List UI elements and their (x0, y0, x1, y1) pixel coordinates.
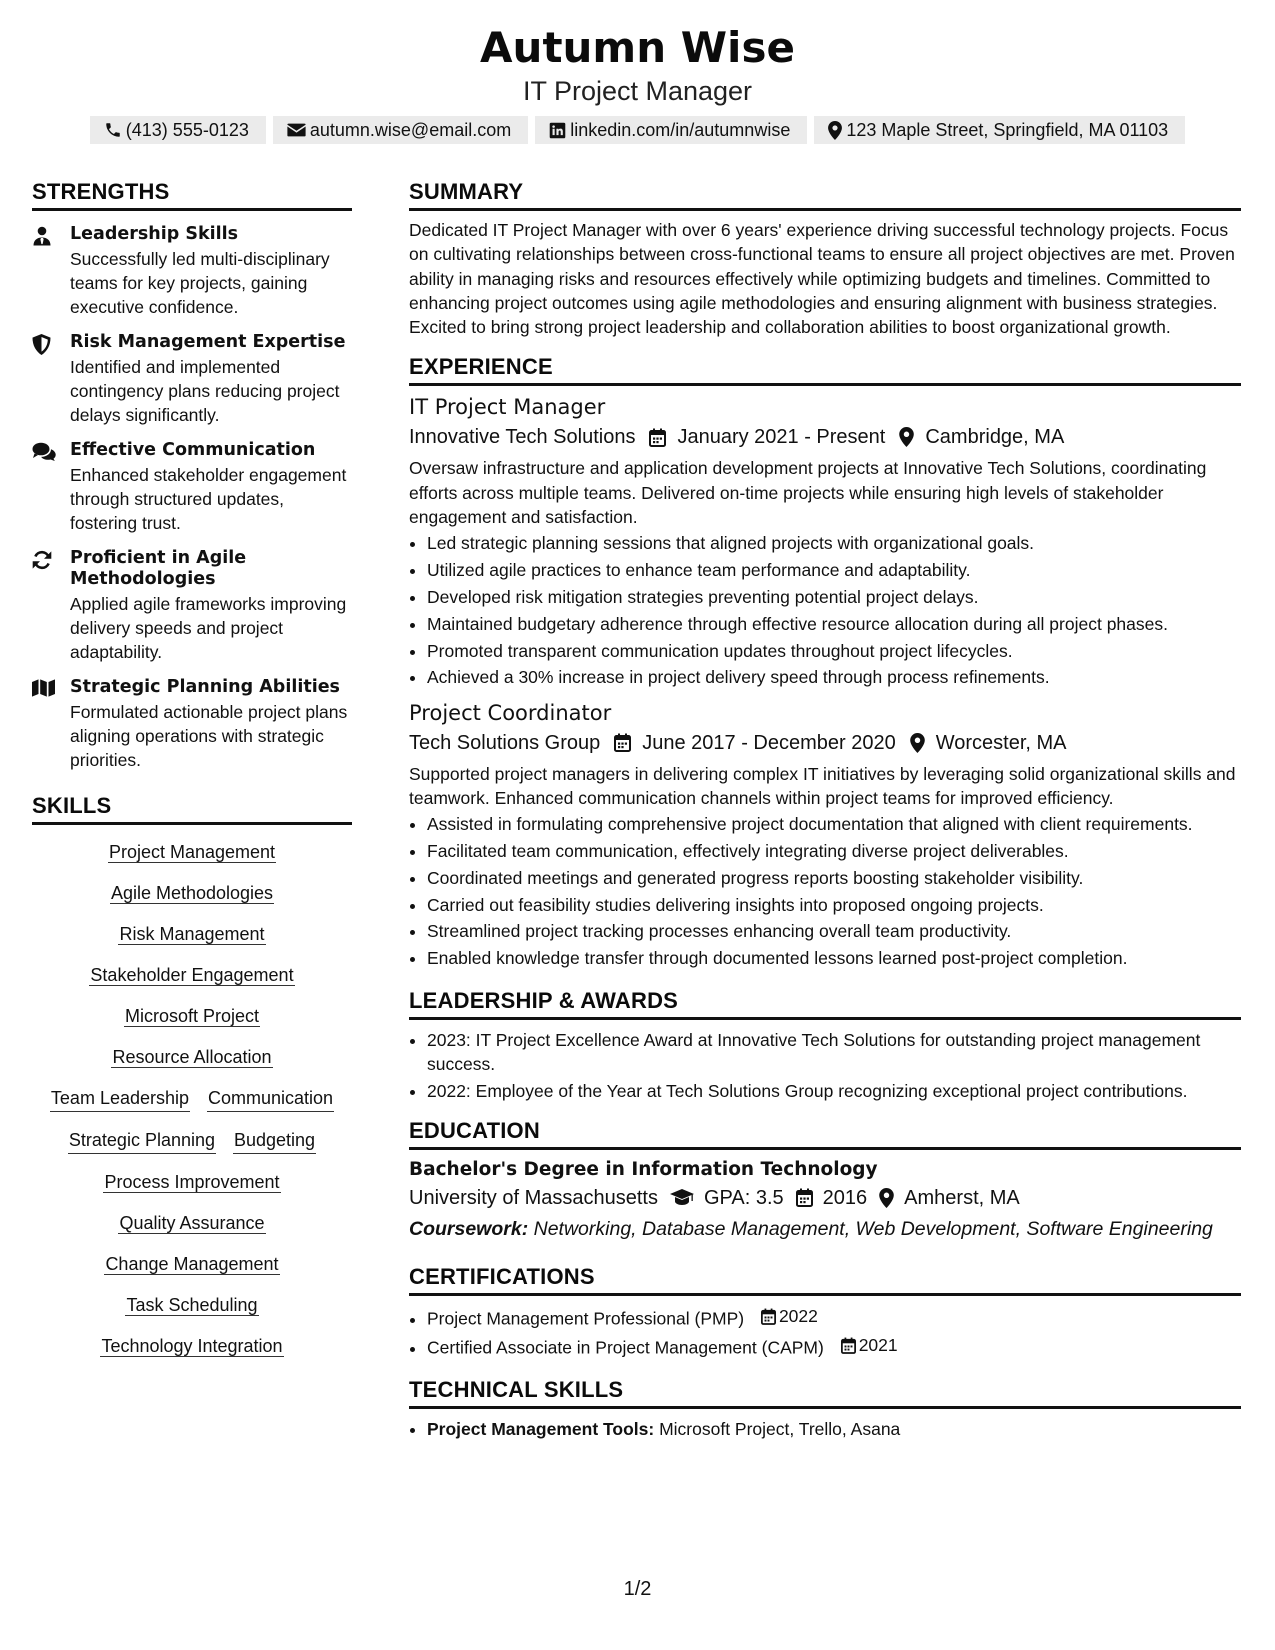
map-marker-icon (828, 121, 842, 140)
strengths-list (32, 224, 352, 772)
skill-tag: Technology Integration (101, 1336, 283, 1356)
job-company: Tech Solutions Group (409, 731, 601, 754)
map-marker-icon (899, 427, 914, 447)
skill-tag: Change Management (105, 1254, 279, 1274)
cert-name: Project Management Professional (PMP) (427, 1308, 745, 1329)
job-entry (409, 394, 1241, 689)
job-entry (409, 700, 1241, 971)
education-degree: Bachelor's Degree in Information Technology (409, 1158, 878, 1180)
skill-tag: Quality Assurance (119, 1213, 265, 1233)
awards-heading: LEADERSHIP & AWARDS (409, 987, 1241, 1020)
education-meta (409, 1184, 1241, 1212)
strength-title: Proficient in Agile Methodologies (70, 548, 247, 589)
calendar-icon (841, 1337, 856, 1354)
job-bullets (409, 812, 1241, 970)
coursework-text: Networking, Database Management, Web Development, Software Engineering (528, 1217, 1213, 1240)
calendar-icon (614, 733, 631, 752)
job-dates: June 2017 - December 2020 (642, 731, 896, 754)
skill-row (32, 1169, 352, 1195)
calendar-icon (761, 1308, 776, 1325)
email-text: autumn.wise@email.com (309, 119, 512, 140)
job-bullets (409, 531, 1241, 689)
education-coursework (409, 1215, 1241, 1243)
list-item: • 2023: IT Project Excellence Award at Innovative Tech Solutions for outstanding project management success. (427, 1028, 1241, 1077)
skill-tag: Communication (207, 1085, 334, 1112)
strength-title: Effective Communication (70, 440, 316, 460)
summary-text: Dedicated IT Project Manager with over 6 years' experience driving successful technology projects. Focus on cultivating relationships between cross-functional teams to ensure all project objectives are met. Proven ability in managing risks and resources effectively while optimizing budgets and timelines. Committed to enhancing project outcomes using agile methodologies and ensuring alignment with business strategies. Excited to bring strong project leadership and collaboration abilities to boost organizational growth. (409, 220, 1235, 338)
list-item: • Maintained budgetary adherence through effective resource allocation during all project phases. (427, 612, 1241, 636)
skills-list (32, 839, 352, 1359)
list-item (427, 1417, 1241, 1441)
list-item: • Assisted in formulating comprehensive project documentation that aligned with client requirements. (427, 812, 1241, 836)
education-school: University of Massachusetts (409, 1186, 658, 1209)
skill-row (32, 921, 352, 947)
address-text: 123 Maple Street, Springfield, MA 01103 (846, 119, 1169, 140)
tech-skill-label: Project Management Tools: (427, 1419, 655, 1440)
education-location: Amherst, MA (904, 1186, 1020, 1209)
strength-title: Risk Management Expertise (70, 332, 346, 352)
job-description: Oversaw infrastructure and application development projects at Innovative Tech Solutions, coordinating efforts across multiple teams. Delivered on-time projects while ensuring high levels of stakeholder engagement and satisfaction. (409, 458, 1207, 528)
list-item (427, 1304, 1241, 1331)
skill-tag: Resource Allocation (112, 1047, 272, 1067)
list-item: • Enabled knowledge transfer through documented lessons learned post-project completion. (427, 946, 1241, 970)
tech-skill-value: Microsoft Project, Trello, Asana (654, 1419, 901, 1440)
list-item (427, 1333, 1241, 1360)
graduation-cap-icon (670, 1189, 694, 1206)
strength-desc: Formulated actionable project plans aligning operations with strategic priorities. (70, 702, 348, 770)
list-item: • Facilitated team communication, effectively integrating diverse project deliverables. (427, 839, 1241, 863)
right-column (409, 178, 1241, 1444)
skill-row (32, 839, 352, 865)
job-title: IT Project Manager (409, 395, 606, 420)
skill-tag: Team Leadership (50, 1085, 190, 1112)
strength-desc: Applied agile frameworks improving delivery speeds and project adaptability. (70, 594, 347, 662)
shield-icon (32, 334, 51, 355)
list-item: • Promoted transparent communication updates throughout project lifecycles. (427, 639, 1241, 663)
contact-address (814, 116, 1185, 144)
experience-heading: EXPERIENCE (409, 353, 1241, 386)
list-item: • Achieved a 30% increase in project delivery speed through process refinements. (427, 665, 1241, 689)
skills-heading: SKILLS (32, 792, 352, 825)
skill-row (32, 962, 352, 988)
cert-year: 2021 (858, 1335, 898, 1356)
education-year: 2016 (822, 1186, 868, 1209)
strength-item (32, 440, 352, 535)
envelope-icon (287, 122, 306, 138)
list-item: • Utilized agile practices to enhance team performance and adaptability. (427, 558, 1241, 582)
strength-item (32, 548, 352, 664)
skill-row (32, 1044, 352, 1070)
list-item: • Led strategic planning sessions that aligned projects with organizational goals. (427, 531, 1241, 555)
candidate-name: Autumn Wise (480, 23, 795, 72)
skill-row (32, 1251, 352, 1277)
contact-linkedin[interactable] (535, 116, 807, 144)
certifications-list (409, 1304, 1241, 1360)
list-item: • 2022: Employee of the Year at Tech Solutions Group recognizing exceptional project contributions. (427, 1079, 1241, 1103)
list-item: • Developed risk mitigation strategies preventing potential project delays. (427, 585, 1241, 609)
job-company: Innovative Tech Solutions (409, 426, 636, 449)
contact-email[interactable] (273, 116, 528, 144)
resume-header (0, 22, 1275, 144)
skill-row (32, 880, 352, 906)
page-number: 1/2 (623, 1578, 652, 1600)
sync-icon (32, 550, 52, 570)
strength-title: Strategic Planning Abilities (70, 677, 340, 697)
job-location: Worcester, MA (935, 731, 1067, 754)
calendar-icon (796, 1188, 813, 1207)
skill-tag: Stakeholder Engagement (90, 965, 294, 985)
contact-phone[interactable] (90, 116, 266, 144)
summary-heading: SUMMARY (409, 178, 1241, 211)
education-gpa: GPA: 3.5 (703, 1186, 784, 1209)
skill-row (32, 1292, 352, 1318)
map-icon (32, 679, 55, 697)
candidate-role: IT Project Manager (522, 76, 753, 106)
technical-skills-heading: TECHNICAL SKILLS (409, 1376, 1241, 1409)
phone-icon (104, 121, 122, 139)
strength-title: Leadership Skills (70, 224, 239, 244)
education-heading: EDUCATION (409, 1117, 1241, 1150)
skill-tag: Microsoft Project (124, 1006, 260, 1026)
strength-desc: Enhanced stakeholder engagement through structured updates, fostering trust. (70, 465, 347, 533)
linkedin-text: linkedin.com/in/autumnwise (570, 119, 791, 140)
list-item: • Coordinated meetings and generated progress reports boosting stakeholder visibility. (427, 866, 1241, 890)
skill-tag: Project Management (108, 842, 276, 862)
job-location: Cambridge, MA (925, 426, 1065, 449)
linkedin-icon (549, 122, 566, 139)
coursework-label: Coursework: (409, 1217, 529, 1240)
strength-item (32, 677, 352, 772)
calendar-icon (649, 428, 666, 447)
comments-icon (32, 442, 56, 461)
phone-text: (413) 555-0123 (125, 119, 249, 140)
user-tie-icon (32, 226, 52, 246)
cert-name: Certified Associate in Project Management (CAPM) (427, 1338, 824, 1358)
list-item: • Streamlined project tracking processes enhancing overall team productivity. (427, 919, 1241, 943)
map-marker-icon (879, 1188, 894, 1208)
skill-tag: Strategic Planning (68, 1127, 216, 1154)
certifications-heading: CERTIFICATIONS (409, 1263, 1241, 1296)
skill-row (32, 1003, 352, 1029)
left-column (32, 178, 352, 1359)
strength-desc: Identified and implemented contingency plans reducing project delays significantly. (70, 357, 340, 425)
job-description: Supported project managers in delivering complex IT initiatives by leveraging solid organizational skills and teamwork. Enhanced communication channels within project teams for improved efficiency. (409, 763, 1236, 808)
job-meta (409, 729, 1241, 757)
skill-tag: Risk Management (119, 924, 265, 944)
skill-tag: Budgeting (233, 1127, 316, 1154)
job-meta (409, 423, 1241, 451)
skill-row (32, 1210, 352, 1236)
awards-list (409, 1028, 1241, 1103)
cert-year: 2022 (778, 1305, 818, 1326)
skill-tag: Process Improvement (104, 1172, 280, 1192)
skill-tag: Task Scheduling (126, 1295, 258, 1315)
contact-bar (0, 116, 1275, 144)
list-item: • Carried out feasibility studies delivering insights into proposed ongoing projects. (427, 893, 1241, 917)
job-dates: January 2021 - Present (677, 426, 886, 449)
technical-skills-list (409, 1417, 1241, 1441)
map-marker-icon (910, 733, 925, 753)
strength-item (32, 332, 352, 427)
strength-desc: Successfully led multi-disciplinary teams for key projects, gaining executive confidence. (70, 249, 330, 317)
skill-row (32, 1333, 352, 1359)
job-title: Project Coordinator (409, 700, 612, 725)
strength-item (32, 224, 352, 319)
strengths-heading: STRENGTHS (32, 178, 352, 211)
skill-tag: Agile Methodologies (110, 883, 274, 903)
